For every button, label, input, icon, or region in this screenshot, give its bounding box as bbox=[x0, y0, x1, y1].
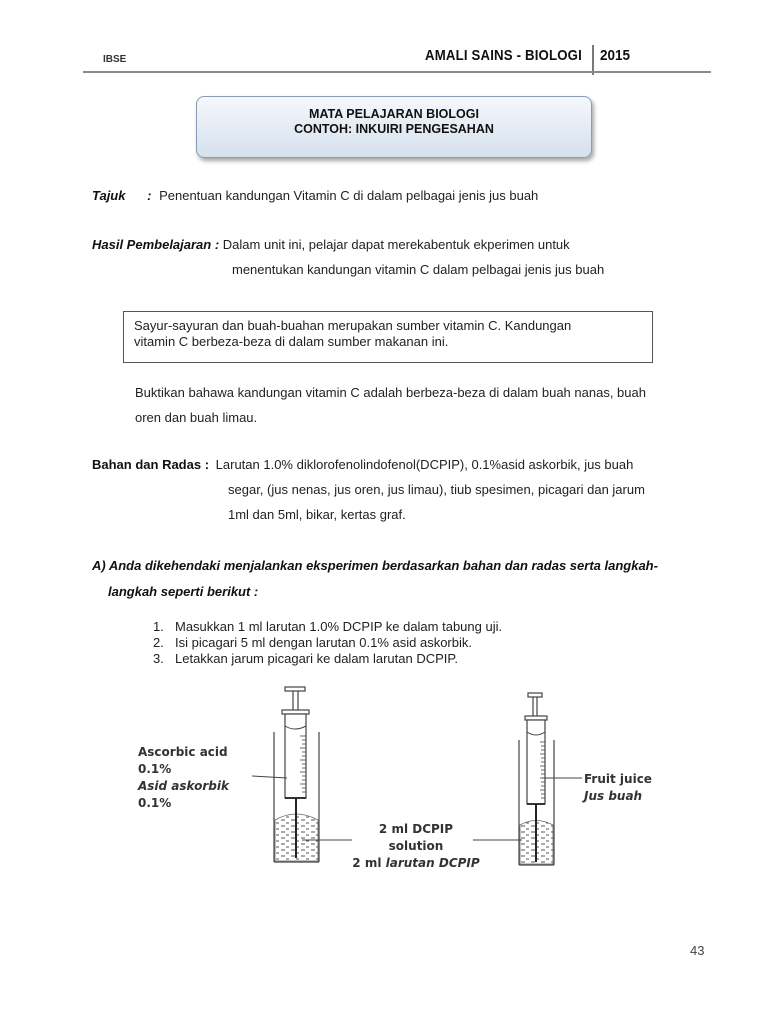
step-item: 3. Letakkan jarum picagari ke dalam larutan DCPIP. bbox=[153, 651, 459, 666]
bahan-row bbox=[92, 453, 633, 477]
note-box bbox=[123, 311, 653, 363]
subject-title-line1: MATA PELAJARAN BIOLOGI bbox=[309, 107, 479, 121]
intro-line2: oren dan buah limau. bbox=[135, 410, 258, 425]
note-line2: vitamin C berbeza-beza di dalam sumber makanan ini. bbox=[134, 334, 449, 349]
tajuk-colon: : bbox=[147, 188, 152, 203]
question-a bbox=[92, 553, 702, 605]
subject-title-box bbox=[196, 96, 592, 158]
left-syringe-setup bbox=[252, 687, 352, 862]
hasil-line2: menentukan kandungan vitamin C dalam pelbagai jenis jus buah bbox=[232, 262, 605, 277]
step-item: 2. Isi picagari 5 ml dengan larutan 0.1% asid askorbik. bbox=[153, 635, 472, 650]
page-number: 43 bbox=[690, 943, 705, 958]
header-year: 2015 bbox=[600, 47, 631, 64]
hasil-label: Hasil Pembelajaran : bbox=[92, 237, 220, 252]
bahan-label: Bahan dan Radas : bbox=[92, 457, 210, 472]
bahan-line2: segar, (jus nenas, jus oren, jus limau), tiub spesimen, picagari dan jarum bbox=[228, 482, 645, 497]
intro-line1: Buktikan bahawa kandungan vitamin C adalah berbeza-beza di dalam buah nanas, buah bbox=[135, 385, 646, 400]
bahan-line3: 1ml dan 5ml, bikar, kertas graf. bbox=[228, 507, 406, 522]
hasil-line1: Dalam unit ini, pelajar dapat merekabentuk ekperimen untuk bbox=[222, 237, 570, 252]
tajuk-text: Penentuan kandungan Vitamin C di dalam pelbagai jenis jus buah bbox=[159, 188, 539, 203]
intro-paragraph bbox=[135, 380, 695, 430]
subject-title-line2: CONTOH: INKUIRI PENGESAHAN bbox=[294, 122, 494, 136]
question-a-line2: langkah seperti berikut : bbox=[108, 584, 259, 599]
fruit-juice-label: Fruit juice Jus buah bbox=[584, 772, 652, 803]
steps-list bbox=[153, 619, 502, 667]
apparatus-figure bbox=[130, 680, 690, 895]
hasil-row bbox=[92, 233, 570, 257]
tajuk-label: Tajuk bbox=[92, 188, 126, 203]
header-title: AMALI SAINS - BIOLOGI bbox=[425, 47, 582, 64]
header-rule bbox=[83, 71, 711, 73]
note-line1: Sayur-sayuran dan buah-buahan merupakan sumber vitamin C. Kandungan bbox=[134, 318, 572, 333]
step-item: 1. Masukkan 1 ml larutan 1.0% DCPIP ke dalam tabung uji. bbox=[153, 619, 503, 634]
tajuk-row bbox=[92, 184, 538, 208]
bahan-line1: Larutan 1.0% diklorofenolindofenol(DCPIP), 0.1%asid askorbik, jus buah bbox=[215, 457, 634, 472]
ascorbic-acid-label: Ascorbic acid 0.1% Asid askorbik 0.1% bbox=[138, 745, 229, 810]
right-syringe-setup bbox=[473, 693, 582, 865]
header-left-label: IBSE bbox=[103, 54, 127, 65]
dcpip-solution-label: 2 ml DCPIP solution 2 ml larutan DCPIP bbox=[352, 822, 480, 870]
question-a-line1: A) Anda dikehendaki menjalankan eksperimen berdasarkan bahan dan radas serta langkah- bbox=[92, 558, 658, 573]
